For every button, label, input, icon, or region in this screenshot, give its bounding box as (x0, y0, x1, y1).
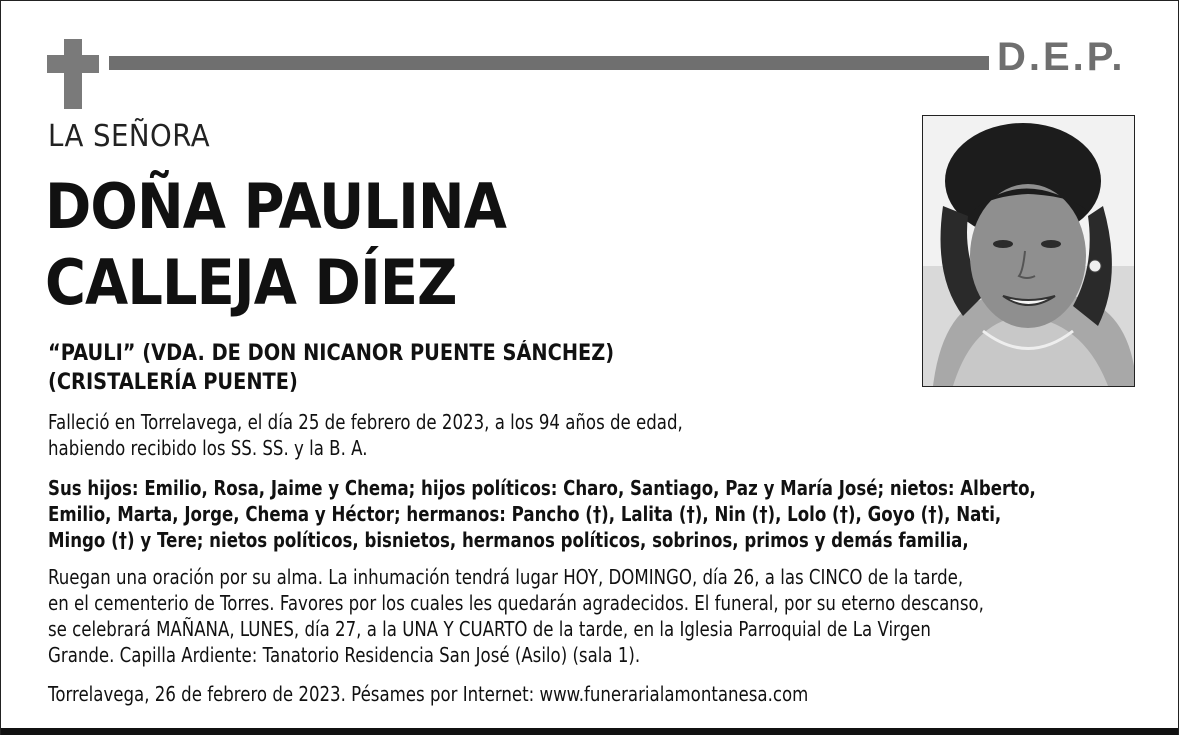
bottom-rule (1, 728, 1178, 735)
family-line-2: Emilio, Marta, Jorge, Chema y Héctor; hermanos: Pancho (†), Lalita (†), Nin (†), Lolo (†), Goyo (†), Nati, (48, 502, 1002, 526)
portrait-photo (922, 115, 1135, 387)
header-rule (109, 56, 989, 70)
family-list (48, 475, 1110, 553)
ceremony-line-3: se celebrará MAÑANA, LUNES, día 27, a la UNA Y CUARTO de la tarde, en la Iglesia Parroquial de La Virgen (48, 617, 931, 641)
death-notice-line-2: habiendo recibido los SS. SS. y la B. A. (48, 436, 368, 460)
death-notice-line-1: Falleció en Torrelavega, el día 25 de febrero de 2023, a los 94 años de edad, (48, 410, 683, 434)
ceremony-line-1: Ruegan una oración por su alma. La inhumación tendrá lugar HOY, DOMINGO, día 26, a las CINCO de la tarde, (48, 565, 964, 589)
ceremony-line-4: Grande. Capilla Ardiente: Tanatorio Residencia San José (Asilo) (sala 1). (48, 643, 641, 667)
alias-line-1: “PAULI” (VDA. DE DON NICANOR PUENTE SÁNCHEZ) (48, 341, 615, 366)
ceremony-line-2: en el cementerio de Torres. Favores por los cuales les quedarán agradecidos. El funeral, por su eterno descanso, (48, 591, 984, 615)
cross-icon (47, 39, 99, 109)
family-line-1: Sus hijos: Emilio, Rosa, Jaime y Chema; hijos políticos: Charo, Santiago, Paz y María José; nietos: Alberto, (48, 476, 1036, 500)
intro-label: LA SEÑORA (48, 119, 211, 154)
deceased-name (45, 169, 506, 321)
death-notice (48, 409, 1110, 461)
alias-line-2: (CRISTALERÍA PUENTE) (48, 370, 298, 395)
ceremony-details (48, 564, 1110, 668)
name-line-1: DOÑA PAULINA (45, 170, 507, 243)
dep-heading: D.E.P. (997, 35, 1126, 79)
alias-block (48, 339, 614, 397)
footer-line: Torrelavega, 26 de febrero de 2023. Pésames por Internet: www.funerarialamontanesa.com (48, 682, 809, 706)
name-line-2: CALLEJA DÍEZ (45, 246, 457, 319)
portrait-image (923, 116, 1134, 386)
family-line-3: Mingo (†) y Tere; nietos políticos, bisnietos, hermanos políticos, sobrinos, primos y demás familia, (48, 528, 969, 552)
